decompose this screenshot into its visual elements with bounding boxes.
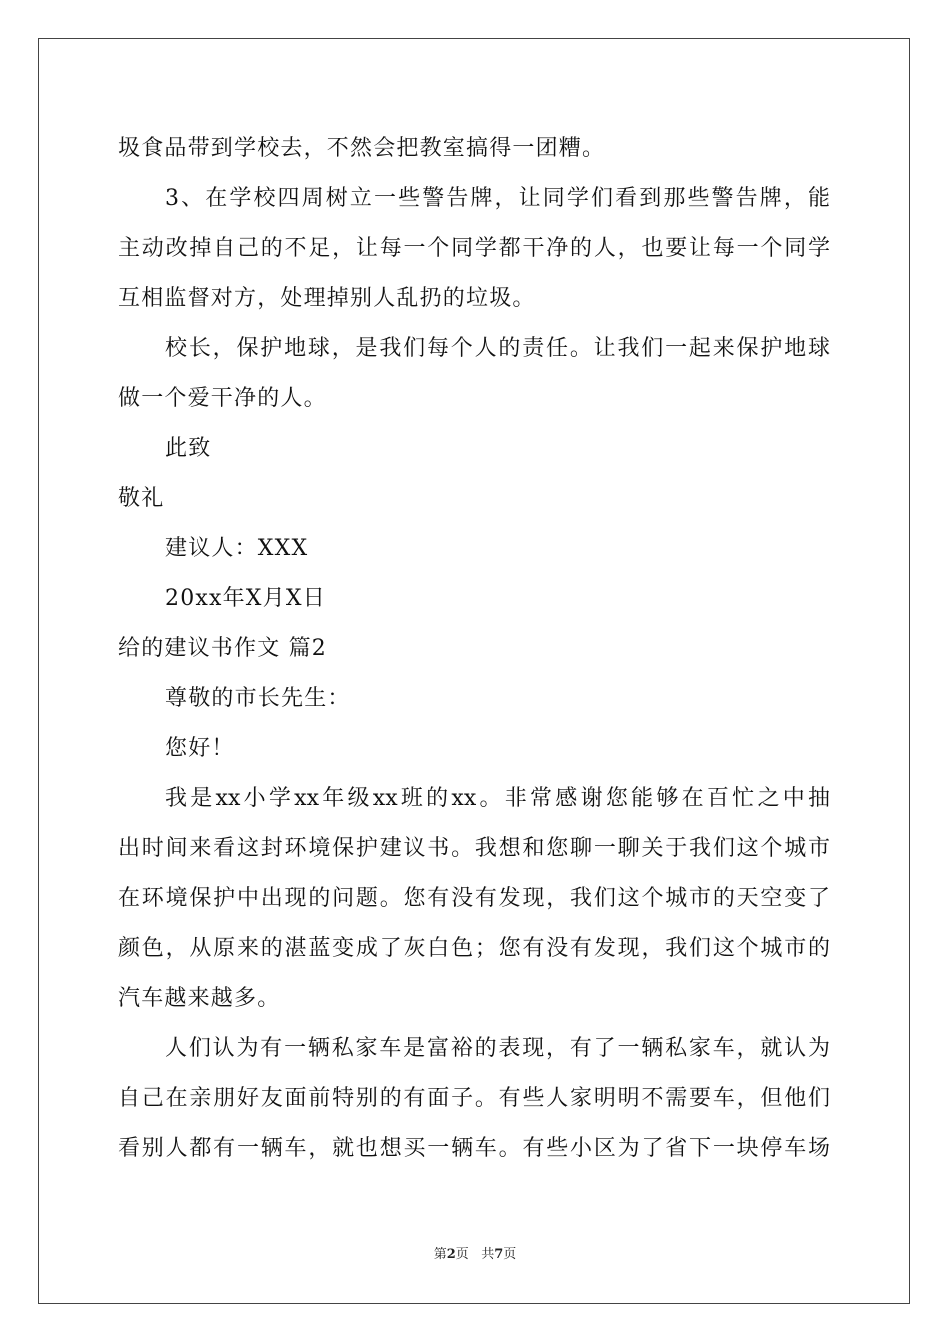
closing-respect: 敬礼 [118,486,165,511]
text-line: 我是xx小学xx年级xx班的xx。非常感谢您能够在百忙之中抽 [165,786,830,811]
section-heading: 给的建议书作文 篇2 [118,636,327,661]
page-current: 2 [446,1247,456,1262]
signature-line: 建议人：XXX [165,536,309,561]
page-label-suffix: 页 [503,1247,517,1262]
text-line: 互相监督对方，处理掉别人乱扔的垃圾。 [118,286,536,311]
date-line: 20xx年X月X日 [165,586,326,611]
page-footer [0,1246,950,1264]
letter-hello: 您好！ [165,736,235,761]
text-line: 圾食品带到学校去，不然会把教室搞得一团糟。 [118,136,606,161]
text-line: 人们认为有一辆私家车是富裕的表现，有了一辆私家车，就认为 [165,1036,830,1061]
text-line: 出时间来看这封环境保护建议书。我想和您聊一聊关于我们这个城市 [118,836,830,861]
text-line: 汽车越来越多。 [118,986,281,1011]
page-border [38,38,910,1304]
text-line: 做一个爱干净的人。 [118,386,327,411]
closing-salutation: 此致 [165,436,212,461]
text-line: 看别人都有一辆车，就也想买一辆车。有些小区为了省下一块停车场 [118,1136,830,1161]
text-line: 颜色，从原来的湛蓝变成了灰白色；您有没有发现，我们这个城市的 [118,936,830,961]
text-line: 主动改掉自己的不足，让每一个同学都干净的人，也要让每一个同学 [118,236,830,261]
page-label-prefix: 第 [433,1247,447,1262]
page-total: 7 [494,1247,504,1262]
text-line: 自己在亲朋好友面前特别的有面子。有些人家明明不需要车，但他们 [118,1086,830,1111]
letter-greeting: 尊敬的市长先生： [165,686,351,711]
text-line: 校长，保护地球，是我们每个人的责任。让我们一起来保护地球 [165,336,830,361]
text-line: 3、在学校四周树立一些警告牌，让同学们看到那些警告牌，能 [165,186,830,211]
text-line: 在环境保护中出现的问题。您有没有发现，我们这个城市的天空变了 [118,886,830,911]
page-label-mid: 页 共 [455,1247,495,1262]
